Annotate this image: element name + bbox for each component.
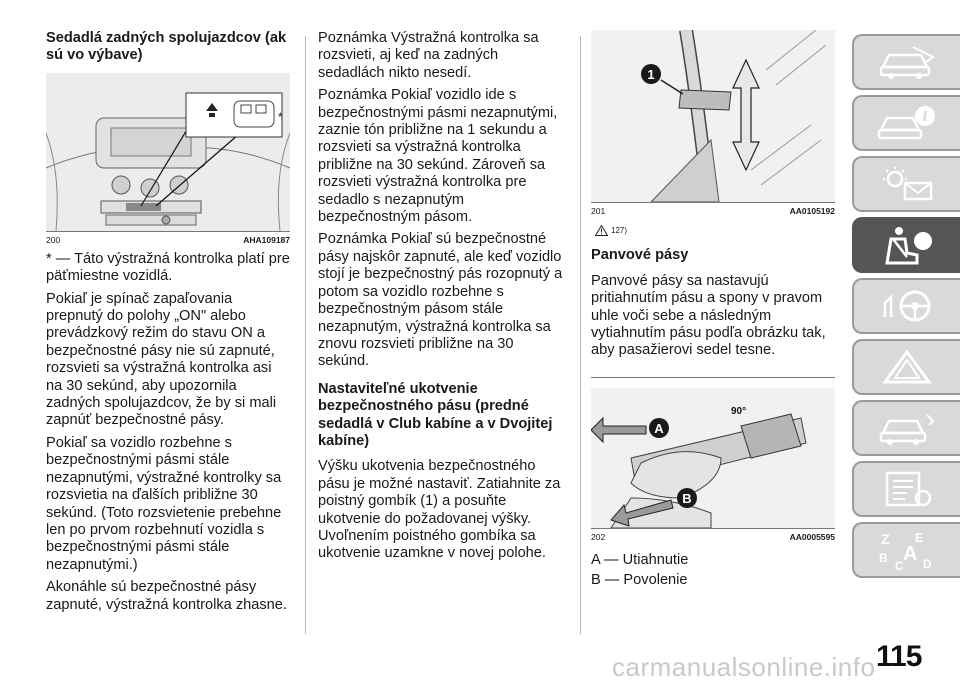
svg-text:B: B bbox=[682, 490, 692, 506]
seat-airbag-icon bbox=[877, 225, 937, 265]
tab-dashboard[interactable] bbox=[852, 34, 960, 90]
column-divider bbox=[305, 36, 306, 634]
dashboard-illustration bbox=[46, 73, 290, 231]
lap-belt-illustration bbox=[591, 388, 835, 528]
svg-text:D: D bbox=[923, 557, 932, 571]
figure-number: 200 bbox=[46, 234, 61, 245]
legend-item: B — Povolenie bbox=[591, 572, 688, 589]
paragraph: Pokiaľ je spínač zapaľovania prepnutý do polohy „ON" alebo prevádzkový režim do stavu ON a bezpečnostné pásy nie sú zapnuté, rozsvieti sa výstražná kontrolka asi na 30 sekúnd, aby upozornila zadných spolujazdcov, že by si mali zapnúť bezpečnostné pásy. bbox=[46, 290, 277, 429]
paragraph: Panvové pásy sa nastavujú pritiahnutím pásu a spony v pravom uhle voči sebe a následným vytiahnutím pásu podľa obrázku tak, aby pasažierovi sedel tesne. bbox=[591, 272, 826, 359]
svg-text:Z: Z bbox=[881, 531, 890, 547]
column-divider bbox=[580, 36, 581, 634]
paragraph: Akonáhle sú bezpečnostné pásy zapnuté, výstražná kontrolka zhasne. bbox=[46, 579, 287, 613]
specifications-icon bbox=[877, 470, 937, 508]
paragraph: Výšku ukotvenia bezpečnostného pásu je možné nastaviť. Zatiahnite za poistný gombík (1) a posuňte ukotvenie do požadovanej výšky. Uvoľnením poistného gombíka sa ukotvenie uzamkne v novej polohe. bbox=[318, 458, 561, 562]
column-2 bbox=[318, 30, 568, 568]
chapter-tabs bbox=[852, 34, 960, 583]
note-paragraph: Poznámka Výstražná kontrolka sa rozsvieti, aj keď na zadných sedadlách nikto nesedí. bbox=[318, 30, 539, 81]
tab-emergency[interactable] bbox=[852, 339, 960, 395]
paragraph: Pokiaľ sa vozidlo rozbehne s bezpečnostnými pásmi stále nezapnutými, výstražné kontrolky sa rozsvietia na ďalších približne 30 sekúnd. (Toto rozsvietenie prebehne len po prvom rozbehnutí vozidla s bezpečnostnými pásmi stále nezapnutými.) bbox=[46, 434, 282, 573]
column-3 bbox=[591, 30, 835, 595]
column-1 bbox=[46, 30, 290, 619]
belt-anchor-illustration bbox=[591, 30, 835, 202]
angle-label: 90° bbox=[731, 405, 747, 417]
figure-code: AA0005595 bbox=[789, 531, 835, 542]
index-icon bbox=[875, 528, 939, 572]
figure-200-caption bbox=[46, 231, 290, 245]
tab-warning-lights[interactable] bbox=[852, 156, 960, 212]
figure-202-caption bbox=[591, 528, 835, 542]
svg-text:E: E bbox=[915, 531, 924, 545]
car-service-icon bbox=[877, 409, 937, 447]
section-heading-lap-belts: Panvové pásy bbox=[591, 247, 689, 264]
warning-reference bbox=[595, 222, 835, 239]
svg-text:1: 1 bbox=[647, 67, 655, 82]
figure-code: AA0105192 bbox=[789, 206, 835, 216]
figure-201-belt-anchor bbox=[591, 30, 835, 202]
tab-get-to-know[interactable] bbox=[852, 95, 960, 151]
tab-maintenance[interactable] bbox=[852, 400, 960, 456]
svg-text:A: A bbox=[903, 543, 918, 565]
svg-text:i: i bbox=[922, 109, 928, 125]
asterisk-marker: * bbox=[278, 109, 283, 124]
car-dashboard-icon bbox=[877, 43, 937, 81]
paragraph: * — Táto výstražná kontrolka platí pre päťmiestne vozidlá. bbox=[46, 250, 290, 285]
watermark: carmanualsonline.info bbox=[612, 652, 876, 682]
warning-triangle-icon bbox=[877, 348, 937, 386]
section-title-rear-seats: Sedadlá zadných spolujazdcov (ak sú vo výbave) bbox=[46, 30, 287, 64]
svg-text:C: C bbox=[895, 559, 904, 572]
figure-202-lap-belt bbox=[591, 388, 835, 528]
figure-200-dashboard bbox=[46, 73, 290, 231]
warning-ref-number: 127) bbox=[611, 226, 628, 235]
figure-number: 201 bbox=[591, 206, 606, 216]
warning-lights-icon bbox=[877, 165, 937, 203]
warning-triangle-icon bbox=[595, 225, 608, 236]
legend-item: A — Utiahnutie bbox=[591, 551, 689, 568]
figure-code: AHA109187 bbox=[243, 234, 290, 245]
page-number: 115 bbox=[876, 640, 922, 673]
svg-text:A: A bbox=[654, 420, 664, 436]
note-paragraph: Poznámka Pokiaľ sú bezpečnostné pásy najskôr zapnuté, ale keď vozidlo stojí je bezpečnostný pás rozopnutý a potom sa vozidlo rozbehne s bezpečnostným pásom stále nezapnutým, výstražná kontrolka sa znovu rozsvieti približne na 30 sekúnd. bbox=[318, 231, 563, 370]
tab-technical-data[interactable] bbox=[852, 461, 960, 517]
note-paragraph: Poznámka Pokiaľ vozidlo ide s bezpečnostnými pásmi nezapnutými, zaznie tón približne na 1 sekundu a rozsvieti sa výstražná kontrolka približne na 30 sekúnd. Zároveň sa rozsvieti výstražná kontrolka pre sedadlo s nezapnutým bezpečnostným pásom. bbox=[318, 87, 558, 226]
figure-number: 202 bbox=[591, 531, 606, 542]
figure-201-caption bbox=[591, 202, 835, 216]
tab-starting-driving[interactable] bbox=[852, 278, 960, 334]
tab-safety[interactable] bbox=[852, 217, 960, 273]
tab-index[interactable] bbox=[852, 522, 960, 578]
steering-wheel-icon bbox=[877, 287, 937, 325]
section-heading-belt-anchor: Nastaviteľné ukotvenie bezpečnostného pásu (predné sedadlá v Club kabíne a v Dvojitej kabíne) bbox=[318, 380, 553, 449]
car-info-icon bbox=[877, 104, 937, 142]
svg-text:B: B bbox=[879, 551, 888, 565]
